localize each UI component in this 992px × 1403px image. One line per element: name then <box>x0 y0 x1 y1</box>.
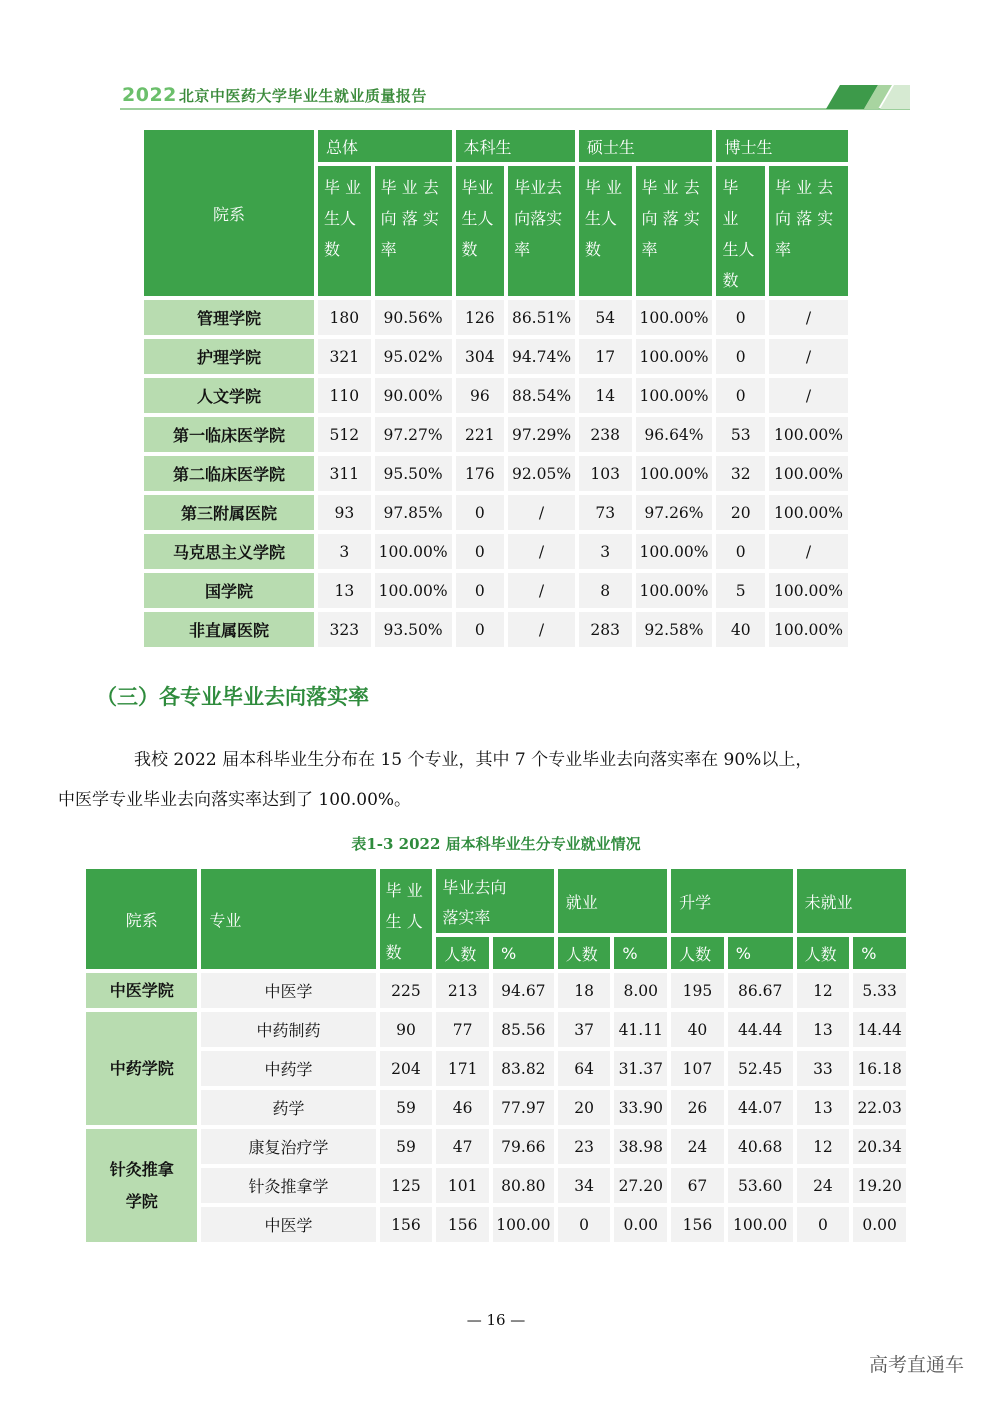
table-cell: 0 <box>716 378 765 413</box>
table-cell: 17 <box>579 339 632 374</box>
report-header <box>100 78 910 112</box>
table-cell: 311 <box>318 456 371 491</box>
table-cell: 321 <box>318 339 371 374</box>
table-row <box>86 973 906 1008</box>
header-line: 向 落 实 <box>775 209 834 228</box>
header-line: 生人 <box>584 209 617 228</box>
table-cell: 14.44 <box>853 1012 906 1047</box>
watermark: 高考直通车 <box>868 1354 964 1376</box>
table-cell: 97.29% <box>508 417 575 452</box>
table-row <box>86 1090 906 1125</box>
table-cell: 171 <box>436 1051 489 1086</box>
table-row <box>144 378 848 413</box>
table-cell: 64 <box>558 1051 611 1086</box>
header-count: 人数 <box>558 937 611 969</box>
header-grad-count <box>380 869 433 969</box>
header-decoration <box>818 85 910 109</box>
table-cell: 27.20 <box>614 1168 667 1203</box>
college-rows <box>144 300 848 647</box>
table-cell: 100.00% <box>636 456 713 491</box>
table-cell: 238 <box>579 417 632 452</box>
header-pct: % <box>493 937 554 969</box>
header-line: 毕业去 <box>514 178 563 197</box>
table-cell: 93.50% <box>375 612 452 647</box>
table-cell: 85.56 <box>493 1012 554 1047</box>
header-line: 生人 <box>324 209 357 228</box>
table-cell: 0 <box>797 1207 850 1242</box>
table-cell: 83.82 <box>493 1051 554 1086</box>
table-cell: 90.00% <box>375 378 452 413</box>
header-line: 数 <box>722 271 739 290</box>
table-cell: / <box>508 573 575 608</box>
table-cell: 0 <box>456 612 505 647</box>
header-rate <box>636 166 713 296</box>
table-cell: 31.37 <box>614 1051 667 1086</box>
major-name: 中药学 <box>201 1051 375 1086</box>
header-line: 毕 业 去 <box>641 178 700 197</box>
table-cell: 0 <box>716 534 765 569</box>
table-cell: 20 <box>558 1090 611 1125</box>
header-grad-count <box>716 166 765 296</box>
header-line: 向 落 实 <box>380 209 439 228</box>
table-row <box>144 417 848 452</box>
dept-name <box>86 1012 197 1125</box>
section-paragraph <box>58 740 896 820</box>
header-grad-count <box>318 166 371 296</box>
header-line: 毕业 <box>461 178 494 197</box>
table-cell: 126 <box>456 300 505 335</box>
dept-name: 人文学院 <box>144 378 314 413</box>
table-cell: 0.00 <box>853 1207 906 1242</box>
table-cell: 14 <box>579 378 632 413</box>
table-cell: 47 <box>436 1129 489 1164</box>
table-cell: 94.67 <box>493 973 554 1008</box>
dept-name <box>86 1129 197 1242</box>
page-number: — 16 — <box>466 1311 526 1329</box>
header-rate <box>436 869 553 933</box>
header-group-employed: 就业 <box>558 869 667 933</box>
table-cell: 40 <box>716 612 765 647</box>
table-row <box>144 300 848 335</box>
dept-name: 马克思主义学院 <box>144 534 314 569</box>
major-name: 药学 <box>201 1090 375 1125</box>
header-group-unemployed: 未就业 <box>797 869 906 933</box>
table-cell: 33 <box>797 1051 850 1086</box>
table-cell: 3 <box>318 534 371 569</box>
table-cell: 100.00% <box>769 456 848 491</box>
table-cell: 37 <box>558 1012 611 1047</box>
table-cell: 156 <box>380 1207 433 1242</box>
header-line: 向 落 实 <box>641 209 700 228</box>
table-cell: 86.51% <box>508 300 575 335</box>
table-cell: 13 <box>318 573 371 608</box>
table-cell: 88.54% <box>508 378 575 413</box>
dept-name-line: 针灸推拿 <box>109 1159 174 1179</box>
table-cell: 24 <box>797 1168 850 1203</box>
table-cell: 67 <box>671 1168 724 1203</box>
table-cell: / <box>769 339 848 374</box>
table-cell: 54 <box>579 300 632 335</box>
paragraph-line-2: 中医学专业毕业去向落实率达到了 100.00%。 <box>58 790 412 810</box>
major-name: 中医学 <box>201 1207 375 1242</box>
major-name: 中医学 <box>201 973 375 1008</box>
table-cell: 110 <box>318 378 371 413</box>
header-group-master: 硕士生 <box>579 130 713 162</box>
table-cell: 94.74% <box>508 339 575 374</box>
table-cell: 53.60 <box>728 1168 793 1203</box>
major-employment-table <box>82 865 910 1246</box>
header-line: 数 <box>385 943 402 962</box>
table-row <box>86 1012 906 1047</box>
table-cell: 18 <box>558 973 611 1008</box>
table-row <box>144 573 848 608</box>
table-cell: 95.02% <box>375 339 452 374</box>
table-cell: 53 <box>716 417 765 452</box>
header-line: 毕业去向 <box>442 878 507 897</box>
table-cell: 80.80 <box>493 1168 554 1203</box>
header-group-overall: 总体 <box>318 130 452 162</box>
table-cell: 213 <box>436 973 489 1008</box>
table-cell: 13 <box>797 1090 850 1125</box>
table-cell: 46 <box>436 1090 489 1125</box>
paragraph-line-1: 我校 2022 届本科毕业生分布在 15 个专业，其中 7 个专业毕业去向落实率在 90%以上， <box>134 750 813 770</box>
header-line: 毕 业 <box>385 881 423 900</box>
table-cell: 77 <box>436 1012 489 1047</box>
table-row <box>144 339 848 374</box>
header-line: 落实率 <box>442 908 491 927</box>
table-row <box>144 495 848 530</box>
table-cell: / <box>769 534 848 569</box>
table-cell: 103 <box>579 456 632 491</box>
header-line: 率 <box>380 240 397 259</box>
table-cell: 12 <box>797 1129 850 1164</box>
table-cell: 96.64% <box>636 417 713 452</box>
dept-name-line: 中医学院 <box>109 980 174 1000</box>
table-cell: 23 <box>558 1129 611 1164</box>
table-cell: 38.98 <box>614 1129 667 1164</box>
table-cell: 26 <box>671 1090 724 1125</box>
header-major: 专业 <box>201 869 375 969</box>
dept-name: 管理学院 <box>144 300 314 335</box>
header-line: 数 <box>584 240 601 259</box>
header-line: 生 人 <box>385 912 423 931</box>
table-cell: 8 <box>579 573 632 608</box>
header-rule <box>120 108 910 110</box>
table-cell: 176 <box>456 456 505 491</box>
table-cell: 156 <box>436 1207 489 1242</box>
table-cell: 180 <box>318 300 371 335</box>
table-row <box>86 1168 906 1203</box>
table-cell: 33.90 <box>614 1090 667 1125</box>
table-cell: 86.67 <box>728 973 793 1008</box>
header-pct: % <box>853 937 906 969</box>
table-cell: 100.00% <box>636 573 713 608</box>
table-cell: 8.00 <box>614 973 667 1008</box>
header-pct: % <box>614 937 667 969</box>
table-cell: 77.97 <box>493 1090 554 1125</box>
table-cell: 5.33 <box>853 973 906 1008</box>
header-rate <box>375 166 452 296</box>
header-line: 毕 业 去 <box>380 178 439 197</box>
table-cell: 13 <box>797 1012 850 1047</box>
table-cell: 41.11 <box>614 1012 667 1047</box>
table-cell: 93 <box>318 495 371 530</box>
header-line: 毕 业 <box>584 178 622 197</box>
table-cell: 100.00 <box>728 1207 793 1242</box>
major-name: 中药制药 <box>201 1012 375 1047</box>
dept-name-line: 中药学院 <box>109 1058 174 1078</box>
table-cell: 19.20 <box>853 1168 906 1203</box>
header-line: 率 <box>641 240 658 259</box>
major-rows <box>86 973 906 1242</box>
table-cell: 95.50% <box>375 456 452 491</box>
section-title: （三）各专业毕业去向落实率 <box>96 685 369 709</box>
table-cell: / <box>769 378 848 413</box>
table-cell: 22.03 <box>853 1090 906 1125</box>
header-dept: 院系 <box>86 869 197 969</box>
table-cell: 204 <box>380 1051 433 1086</box>
header-line: 毕 业 <box>324 178 362 197</box>
table-cell: 5 <box>716 573 765 608</box>
table-cell: 52.45 <box>728 1051 793 1086</box>
table-cell: 40.68 <box>728 1129 793 1164</box>
table-cell: 96 <box>456 378 505 413</box>
header-line: 率 <box>514 240 531 259</box>
header-count: 人数 <box>671 937 724 969</box>
header-rate <box>508 166 575 296</box>
table-cell: 100.00% <box>636 534 713 569</box>
table-cell: 100.00% <box>375 573 452 608</box>
table-cell: 0 <box>456 495 505 530</box>
table-cell: 40 <box>671 1012 724 1047</box>
header-group-doctor: 博士生 <box>716 130 848 162</box>
table-cell: 100.00% <box>636 378 713 413</box>
dept-name: 第一临床医学院 <box>144 417 314 452</box>
header-group-further-study: 升学 <box>671 869 793 933</box>
table-cell: 97.85% <box>375 495 452 530</box>
table-cell: / <box>508 612 575 647</box>
table-cell: 34 <box>558 1168 611 1203</box>
table-cell: 100.00% <box>769 612 848 647</box>
table-cell: 100.00% <box>769 495 848 530</box>
dept-name <box>86 973 197 1008</box>
table-cell: 32 <box>716 456 765 491</box>
header-line: 毕 业 去 <box>775 178 834 197</box>
table-cell: 20.34 <box>853 1129 906 1164</box>
table-cell: 24 <box>671 1129 724 1164</box>
header-line: 毕 业 <box>722 178 739 228</box>
table-cell: 0 <box>716 300 765 335</box>
header-grad-count <box>579 166 632 296</box>
header-rate <box>769 166 848 296</box>
header-year: 2022 <box>122 84 177 106</box>
table-cell: / <box>508 495 575 530</box>
table-row <box>86 1129 906 1164</box>
table-cell: 0 <box>456 573 505 608</box>
header-pct: % <box>728 937 793 969</box>
table-cell: 0 <box>716 339 765 374</box>
table-cell: / <box>769 300 848 335</box>
major-name: 针灸推拿学 <box>201 1168 375 1203</box>
table-cell: 100.00% <box>636 339 713 374</box>
header-line: 生人 <box>722 240 755 259</box>
table-cell: 304 <box>456 339 505 374</box>
header-line: 生人 <box>461 209 494 228</box>
dept-name: 第三附属医院 <box>144 495 314 530</box>
table-cell: 20 <box>716 495 765 530</box>
table-cell: 100.00 <box>493 1207 554 1242</box>
table-cell: 90 <box>380 1012 433 1047</box>
header-line: 率 <box>775 240 792 259</box>
table-cell: 97.27% <box>375 417 452 452</box>
table-cell: 156 <box>671 1207 724 1242</box>
table-cell: 79.66 <box>493 1129 554 1164</box>
dept-name: 第二临床医学院 <box>144 456 314 491</box>
dept-name: 非直属医院 <box>144 612 314 647</box>
table-cell: 59 <box>380 1090 433 1125</box>
table-caption: 表1-3 2022 届本科毕业生分专业就业情况 <box>351 835 641 853</box>
table-cell: 283 <box>579 612 632 647</box>
table-cell: 107 <box>671 1051 724 1086</box>
table-row <box>86 1051 906 1086</box>
table-cell: 92.05% <box>508 456 575 491</box>
header-line: 数 <box>461 240 478 259</box>
table-cell: 225 <box>380 973 433 1008</box>
table-row <box>86 1207 906 1242</box>
table-cell: / <box>508 534 575 569</box>
header-count: 人数 <box>436 937 489 969</box>
header-title-text: 北京中医药大学毕业生就业质量报告 <box>178 87 427 105</box>
college-employment-table <box>140 126 852 651</box>
dept-name: 护理学院 <box>144 339 314 374</box>
major-name: 康复治疗学 <box>201 1129 375 1164</box>
table-cell: 100.00% <box>636 300 713 335</box>
table-cell: 73 <box>579 495 632 530</box>
header-line: 数 <box>324 240 341 259</box>
table-cell: 195 <box>671 973 724 1008</box>
dept-name: 国学院 <box>144 573 314 608</box>
table-cell: 0 <box>456 534 505 569</box>
table-cell: 0.00 <box>614 1207 667 1242</box>
header-line: 向落实 <box>514 209 563 228</box>
table-cell: 100.00% <box>375 534 452 569</box>
table-cell: 44.44 <box>728 1012 793 1047</box>
table-cell: 90.56% <box>375 300 452 335</box>
header-title <box>122 84 427 106</box>
dept-name-line: 学院 <box>125 1191 158 1211</box>
table-cell: 125 <box>380 1168 433 1203</box>
table-cell: 100.00% <box>769 417 848 452</box>
table-cell: 16.18 <box>853 1051 906 1086</box>
table-cell: 100.00% <box>769 573 848 608</box>
table-cell: 221 <box>456 417 505 452</box>
table-cell: 59 <box>380 1129 433 1164</box>
table-row <box>144 534 848 569</box>
header-grad-count <box>456 166 505 296</box>
header-group-bachelor: 本科生 <box>456 130 575 162</box>
table-cell: 101 <box>436 1168 489 1203</box>
header-dept: 院系 <box>144 130 314 296</box>
table-cell: 3 <box>579 534 632 569</box>
table-row <box>144 612 848 647</box>
table-cell: 44.07 <box>728 1090 793 1125</box>
header-count: 人数 <box>797 937 850 969</box>
table-cell: 97.26% <box>636 495 713 530</box>
table-cell: 12 <box>797 973 850 1008</box>
table-cell: 512 <box>318 417 371 452</box>
table-cell: 323 <box>318 612 371 647</box>
table-cell: 0 <box>558 1207 611 1242</box>
table-row <box>144 456 848 491</box>
table-cell: 92.58% <box>636 612 713 647</box>
